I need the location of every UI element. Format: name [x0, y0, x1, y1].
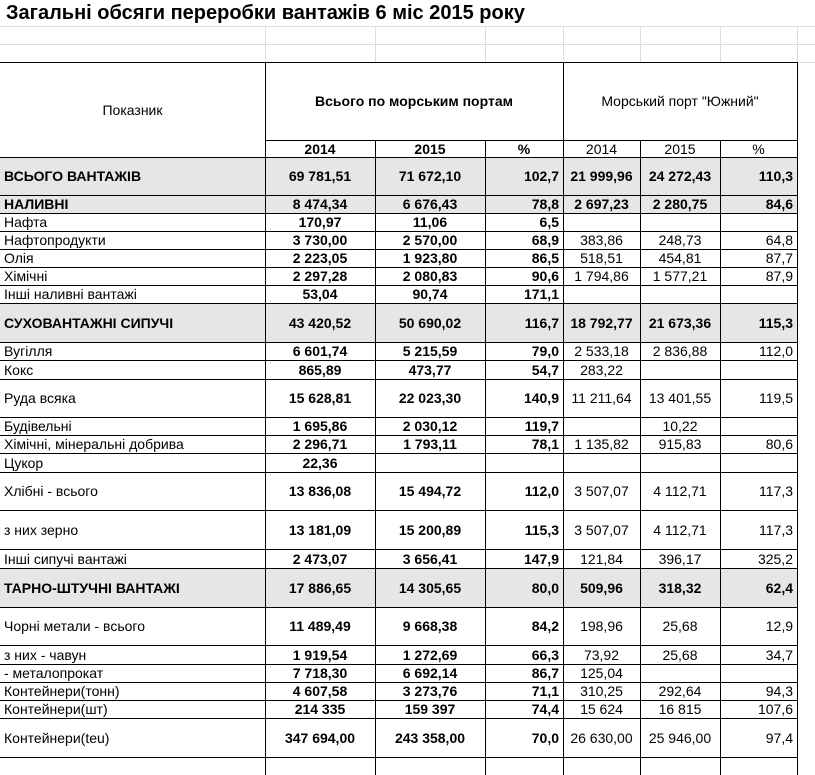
table-border: [720, 140, 721, 775]
table-border: [0, 303, 797, 304]
table-cell: 2 473,07: [292, 550, 348, 567]
table-cell: 94,3: [765, 683, 793, 699]
table-cell: [375, 453, 485, 472]
table-cell: 79,0: [531, 343, 559, 359]
table-cell: 15 494,72: [398, 483, 462, 499]
table-cell: 171,1: [523, 286, 559, 302]
row-label: з них зерно: [4, 521, 79, 538]
table-cell: 4 607,58: [292, 683, 348, 699]
table-cell: 116,7: [524, 314, 559, 331]
table-cell: 915,83: [658, 436, 702, 452]
table-cell: 119,5: [759, 390, 793, 406]
table-cell: [640, 664, 720, 682]
table-border: [0, 435, 797, 436]
row-label: Інші наливні вантажі: [4, 286, 137, 302]
table-cell: 78,8: [531, 196, 559, 212]
table-cell: 78,1: [531, 436, 559, 452]
table-cell: 86,5: [531, 250, 559, 266]
table-cell: 3 507,07: [574, 521, 629, 538]
table-cell: 6 692,14: [402, 665, 458, 681]
table-border: [797, 62, 798, 775]
table-cell: 10,22: [662, 418, 698, 434]
header-year-col: 2014: [304, 140, 336, 157]
table-cell: 68,9: [531, 232, 559, 248]
header-indicator: Показник: [102, 101, 163, 118]
table-cell: 5 215,59: [402, 343, 458, 359]
table-border: [0, 195, 797, 196]
table-cell: 14 305,65: [398, 579, 462, 596]
header-year-col: 2014: [585, 140, 618, 157]
gridline-v: [720, 26, 721, 62]
row-label: Контейнери(teu): [4, 729, 110, 746]
row-label: Кокс: [4, 361, 34, 378]
table-cell: 1 794,86: [574, 268, 629, 284]
table-cell: 3 273,76: [402, 683, 458, 699]
row-label: Руда всяка: [4, 390, 76, 406]
table-cell: [563, 417, 640, 435]
table-cell: 22 023,30: [398, 390, 462, 406]
table-cell: 170,97: [298, 214, 342, 230]
table-cell: 25,68: [662, 618, 698, 634]
table-cell: 198,96: [580, 618, 623, 634]
table-cell: 1 793,11: [403, 436, 457, 452]
row-label: Олія: [4, 250, 34, 266]
row-label: Будівельні: [4, 418, 72, 434]
row-label: Хімічні, мінеральні добрива: [4, 436, 184, 452]
table-border: [0, 700, 797, 701]
row-label: СУХОВАНТАЖНІ СИПУЧІ: [4, 314, 174, 331]
table-cell: 12,9: [765, 618, 793, 634]
table-cell: 396,17: [658, 550, 702, 567]
header-port-yuzhny: Морський порт "Южний": [601, 93, 759, 109]
table-border: [563, 62, 564, 775]
table-cell: 383,86: [580, 232, 623, 248]
table-cell: 2 223,05: [292, 250, 348, 266]
table-cell: 243 358,00: [394, 729, 466, 746]
table-cell: 64,8: [765, 232, 793, 248]
table-cell: 43 420,52: [288, 314, 352, 331]
table-cell: 15 628,81: [288, 390, 352, 406]
gridline-v: [265, 26, 266, 62]
table-cell: 25 946,00: [648, 729, 712, 746]
table-cell: 2 297,28: [292, 268, 348, 284]
table-cell: 292,64: [658, 683, 702, 699]
table-cell: 9 668,38: [402, 618, 458, 634]
table-cell: [640, 285, 720, 303]
table-border: [0, 664, 797, 665]
table-cell: 80,0: [531, 579, 559, 596]
table-cell: 11,06: [412, 214, 448, 230]
row-label: Інші сипучі вантажі: [4, 550, 127, 567]
row-label: ВСЬОГО ВАНТАЖІВ: [4, 168, 142, 184]
table-cell: 13 181,09: [288, 521, 352, 538]
table-cell: 115,3: [524, 521, 559, 538]
table-border: [640, 140, 641, 775]
gridline-h: [0, 26, 815, 27]
table-border: [0, 157, 797, 158]
table-cell: [563, 213, 640, 231]
table-cell: [563, 285, 640, 303]
table-cell: 97,4: [765, 729, 793, 746]
table-cell: 86,7: [531, 665, 559, 681]
table-border: [0, 62, 797, 63]
table-border: [0, 453, 797, 454]
table-cell: [640, 213, 720, 231]
table-cell: 6 676,43: [402, 196, 458, 212]
table-cell: 2 030,12: [402, 418, 458, 434]
row-label: Контейнери(тонн): [4, 683, 120, 699]
table-cell: 80,6: [765, 436, 793, 452]
table-cell: 102,7: [523, 168, 559, 184]
table-cell: 112,0: [524, 483, 559, 499]
table-cell: 13 401,55: [648, 390, 712, 406]
row-label: ТАРНО-ШТУЧНІ ВАНТАЖІ: [4, 579, 180, 596]
table-cell: 84,6: [765, 196, 793, 212]
table-border: [0, 645, 797, 646]
table-border: [0, 360, 797, 361]
table-cell: 347 694,00: [284, 729, 356, 746]
table-cell: 3 730,00: [292, 232, 348, 248]
table-border: [0, 718, 797, 719]
table-cell: 90,6: [531, 268, 559, 284]
table-cell: 518,51: [580, 250, 623, 266]
gridline-v: [640, 26, 641, 62]
row-label: Нафта: [4, 214, 48, 230]
table-cell: 71 672,10: [398, 168, 462, 184]
table-cell: 69 781,51: [288, 168, 352, 184]
table-cell: 509,96: [580, 579, 623, 596]
table-cell: 11 211,64: [571, 390, 632, 406]
row-label: Чорні метали - всього: [4, 618, 145, 634]
header-year-col: %: [752, 140, 765, 157]
table-cell: 87,7: [765, 250, 793, 266]
table-cell: 147,9: [523, 550, 559, 567]
table-border: [0, 249, 797, 250]
table-cell: 248,73: [658, 232, 702, 248]
table-cell: 24 272,43: [648, 168, 712, 184]
table-cell: 6,5: [539, 214, 559, 230]
table-cell: 2 836,88: [652, 343, 708, 359]
table-cell: 119,7: [524, 418, 559, 434]
table-cell: 140,9: [523, 390, 559, 406]
row-label: Нафтопродукти: [4, 232, 106, 248]
table-cell: 318,32: [658, 579, 702, 596]
table-cell: 1 695,86: [292, 418, 348, 434]
table-cell: 50 690,02: [398, 314, 462, 331]
table-cell: 71,1: [531, 683, 559, 699]
table-border: [0, 342, 797, 343]
header-year-col: %: [517, 140, 531, 157]
table-cell: 1 272,69: [402, 646, 458, 663]
table-cell: 25,68: [662, 646, 698, 663]
table-cell: 21 999,96: [570, 168, 633, 184]
gridline-h: [0, 44, 815, 45]
gridline-v: [485, 26, 486, 62]
table-cell: 283,22: [580, 361, 623, 378]
table-cell: 13 836,08: [288, 483, 352, 499]
table-cell: 6 601,74: [292, 343, 348, 359]
table-cell: [485, 453, 563, 472]
table-cell: [720, 453, 797, 472]
table-cell: [720, 360, 797, 379]
table-cell: 7 718,30: [292, 665, 348, 681]
table-cell: 2 080,83: [402, 268, 458, 284]
gridline-v: [375, 26, 376, 62]
table-border: [0, 379, 797, 380]
table-border: [0, 682, 797, 683]
table-cell: 325,2: [757, 550, 793, 567]
table-cell: 2 697,23: [574, 196, 629, 212]
table-cell: 53,04: [302, 286, 338, 302]
table-cell: 73,92: [583, 646, 620, 663]
row-label: Хімічні: [4, 268, 48, 284]
table-cell: 117,3: [759, 521, 793, 538]
table-cell: 74,4: [531, 701, 559, 717]
table-cell: 2 280,75: [652, 196, 708, 212]
table-cell: 110,3: [758, 168, 793, 184]
table-border: [0, 417, 797, 418]
table-cell: [720, 213, 797, 231]
table-border: [0, 757, 797, 758]
row-label: Цукор: [4, 454, 44, 471]
table-cell: 4 112,71: [653, 483, 707, 499]
table-cell: [720, 285, 797, 303]
table-cell: 21 673,36: [648, 314, 712, 331]
table-border: [0, 213, 797, 214]
table-cell: [640, 453, 720, 472]
row-label: Контейнери(шт): [4, 701, 108, 717]
table-cell: 115,3: [758, 314, 793, 331]
table-cell: [640, 360, 720, 379]
table-cell: 22,36: [302, 454, 338, 471]
table-cell: [563, 453, 640, 472]
table-cell: 15 624: [580, 701, 623, 717]
table-cell: 1 577,21: [652, 268, 708, 284]
table-cell: 1 923,80: [402, 250, 458, 266]
table-cell: 2 533,18: [574, 343, 629, 359]
table-cell: 214 335: [294, 701, 346, 717]
table-cell: 125,04: [580, 665, 623, 681]
gridline-v: [797, 26, 798, 62]
table-cell: 90,74: [412, 286, 448, 302]
table-cell: 159 397: [404, 701, 456, 717]
table-border: [485, 140, 486, 775]
row-label: з них - чавун: [4, 646, 87, 663]
table-border: [0, 549, 797, 550]
row-label: - металопрокат: [4, 665, 104, 681]
table-cell: 3 507,07: [574, 483, 629, 499]
header-year-col: 2015: [664, 140, 696, 157]
table-cell: 473,77: [408, 361, 452, 378]
table-cell: 15 200,89: [398, 521, 462, 538]
table-border: [265, 140, 797, 141]
table-cell: 2 570,00: [402, 232, 458, 248]
table-border: [0, 472, 797, 473]
table-cell: 1 135,82: [574, 436, 629, 452]
table-border: [0, 607, 797, 608]
table-cell: 16 815: [658, 701, 702, 717]
table-cell: 1 919,54: [292, 646, 348, 663]
table-cell: 310,25: [580, 683, 623, 699]
table-border: [0, 231, 797, 232]
table-cell: 865,89: [298, 361, 342, 378]
table-border: [0, 510, 797, 511]
table-cell: 8 474,34: [292, 196, 348, 212]
table-border: [265, 62, 266, 775]
table-border: [0, 568, 797, 569]
table-cell: 18 792,77: [570, 314, 633, 331]
table-cell: 54,7: [531, 361, 559, 378]
table-cell: 34,7: [765, 646, 793, 663]
table-cell: 87,9: [765, 268, 793, 284]
table-cell: 70,0: [531, 729, 559, 746]
page-title: Загальні обсяги переробки вантажів 6 міс 2015 року: [6, 2, 525, 24]
table-cell: 3 656,41: [402, 550, 458, 567]
gridline-v: [563, 26, 564, 62]
header-year-col: 2015: [414, 140, 446, 157]
row-label: НАЛИВНІ: [4, 196, 69, 212]
header-all-ports: Всього по морським портам: [315, 93, 513, 109]
row-label: Вугілля: [4, 343, 53, 359]
table-cell: 84,2: [531, 618, 559, 634]
table-border: [0, 285, 797, 286]
table-cell: 454,81: [658, 250, 702, 266]
table-cell: 112,0: [759, 343, 793, 359]
table-cell: [720, 417, 797, 435]
table-cell: 17 886,65: [288, 579, 352, 596]
table-cell: 2 296,71: [292, 436, 348, 452]
table-cell: 11 489,49: [289, 618, 351, 634]
table-cell: 4 112,71: [653, 521, 707, 538]
table-border: [375, 140, 376, 775]
table-cell: 26 630,00: [570, 729, 633, 746]
table-cell: 62,4: [765, 579, 793, 596]
table-cell: [720, 664, 797, 682]
table-cell: 121,84: [580, 550, 623, 567]
row-label: Хлібні - всього: [4, 483, 98, 499]
table-cell: 117,3: [759, 483, 793, 499]
table-cell: 66,3: [531, 646, 559, 663]
table-border: [0, 267, 797, 268]
table-cell: 107,6: [757, 701, 793, 717]
